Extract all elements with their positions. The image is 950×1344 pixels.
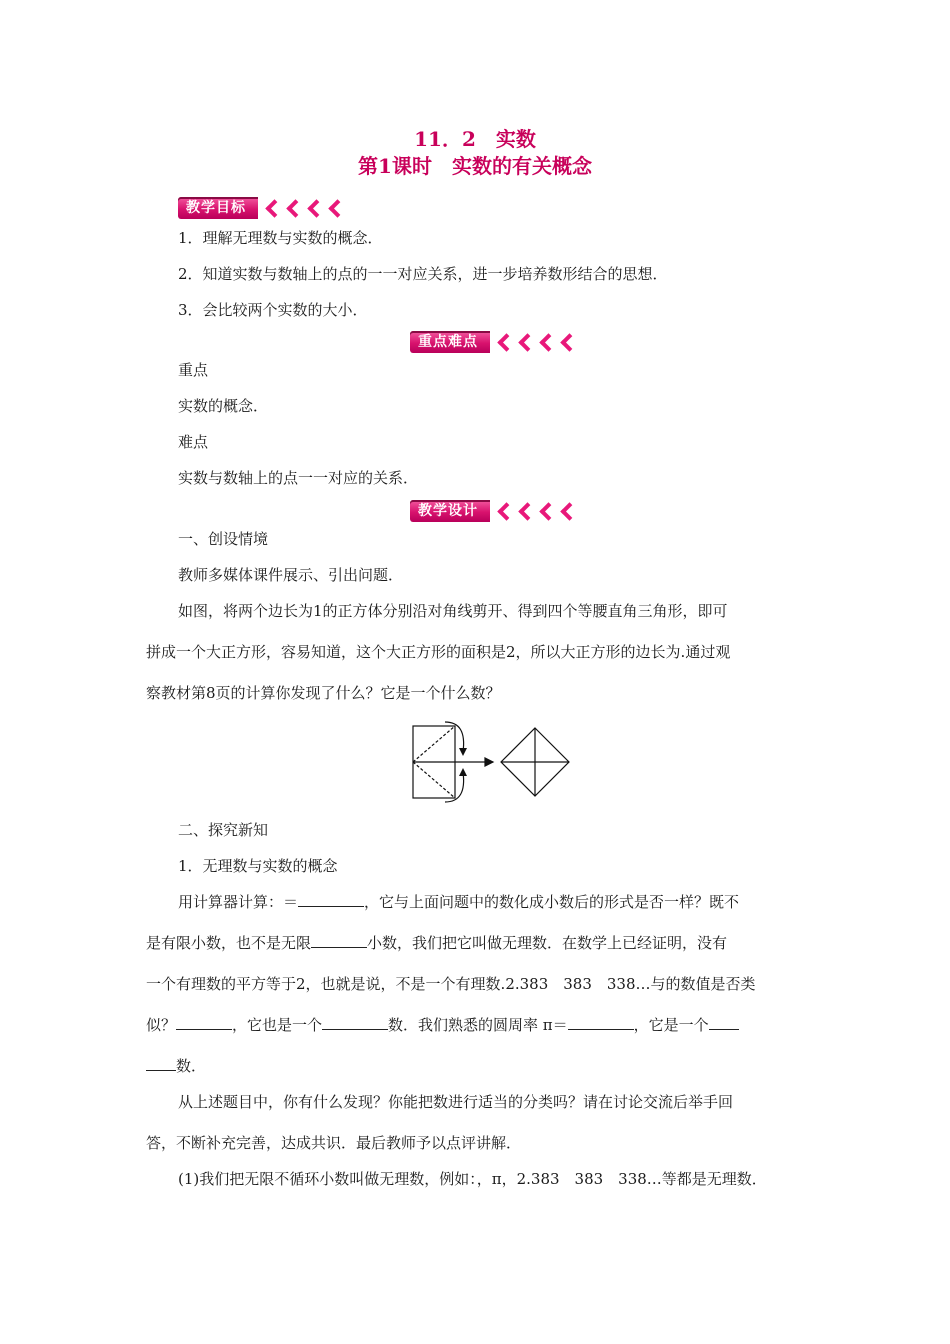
text-line: 似？ ，它也是一个 数．我们熟悉的圆周率 π＝ ，它是一个 bbox=[146, 1015, 739, 1035]
design-label: 教学设计 bbox=[410, 500, 490, 522]
discussion-line: 答，不断补充完善，达成共识．最后教师予以点评讲解． bbox=[146, 1134, 522, 1152]
square-folding-figure bbox=[405, 716, 575, 806]
text-line: 是有限小数，也不是无限 小数，我们把它叫做无理数．在数学上已经证明，没有 bbox=[146, 934, 728, 952]
design-badge bbox=[410, 500, 576, 522]
part1-paragraph-line: 拼成一个大正方形，容易知道，这个大正方形的面积是2，所以大正方形的边长为.通过观 bbox=[146, 643, 731, 661]
part1-heading: 一、创设情境 bbox=[178, 530, 269, 548]
text-line: 数． bbox=[146, 1056, 206, 1076]
chevron-left-icon bbox=[260, 202, 344, 215]
part2-heading: 二、探究新知 bbox=[178, 821, 269, 839]
fill-blank bbox=[146, 1056, 176, 1071]
text-line: 一个有理数的平方等于2，也就是说，不是一个有理数.2.383 383 338…与的数值是否类 bbox=[146, 975, 756, 993]
fill-blank bbox=[568, 1015, 634, 1030]
objectives-label: 教学目标 bbox=[178, 197, 258, 219]
part1-intro: 教师多媒体课件展示、引出问题． bbox=[178, 566, 404, 584]
discussion-line: 从上述题目中，你有什么发现？你能把数进行适当的分类吗？请在讨论交流后举手回 bbox=[178, 1093, 734, 1111]
keypoints-label: 重点难点 bbox=[410, 331, 490, 353]
objective-3: 3．会比较两个实数的大小． bbox=[178, 301, 368, 319]
difficult-text: 实数与数轴上的点一一对应的关系． bbox=[178, 469, 419, 487]
objective-1: 1．理解无理数与实数的概念． bbox=[178, 229, 383, 247]
keypoints-badge bbox=[410, 331, 576, 353]
lesson-title: 第1课时 实数的有关概念 bbox=[358, 154, 592, 178]
key-heading: 重点 bbox=[178, 361, 209, 379]
key-text: 实数的概念． bbox=[178, 397, 269, 415]
fill-blank bbox=[709, 1015, 739, 1030]
chevron-left-icon bbox=[492, 505, 576, 518]
fill-blank bbox=[311, 933, 367, 948]
objectives-badge bbox=[178, 197, 344, 219]
section-title: 11．2 实数 bbox=[414, 127, 536, 151]
fill-blank bbox=[176, 1015, 232, 1030]
part1-paragraph-line: 察教材第8页的计算你发现了什么？它是一个什么数？ bbox=[146, 684, 501, 702]
part2-subheading: 1．无理数与实数的概念 bbox=[178, 857, 338, 875]
definition-line: (1)我们把无限不循环小数叫做无理数，例如：，π，2.383 383 338…等都是无理数． bbox=[178, 1170, 767, 1188]
calc-line: 用计算器计算：＝ ，它与上面问题中的数化成小数后的形式是否一样？既不 bbox=[178, 893, 740, 911]
fill-blank bbox=[298, 892, 364, 907]
chevron-left-icon bbox=[492, 336, 576, 349]
part1-paragraph-line: 如图，将两个边长为1的正方体分别沿对角线剪开、得到四个等腰直角三角形，即可 bbox=[178, 602, 728, 620]
fill-blank bbox=[322, 1015, 388, 1030]
objective-2: 2．知道实数与数轴上的点的一一对应关系，进一步培养数形结合的思想． bbox=[178, 265, 668, 283]
difficult-heading: 难点 bbox=[178, 433, 209, 451]
